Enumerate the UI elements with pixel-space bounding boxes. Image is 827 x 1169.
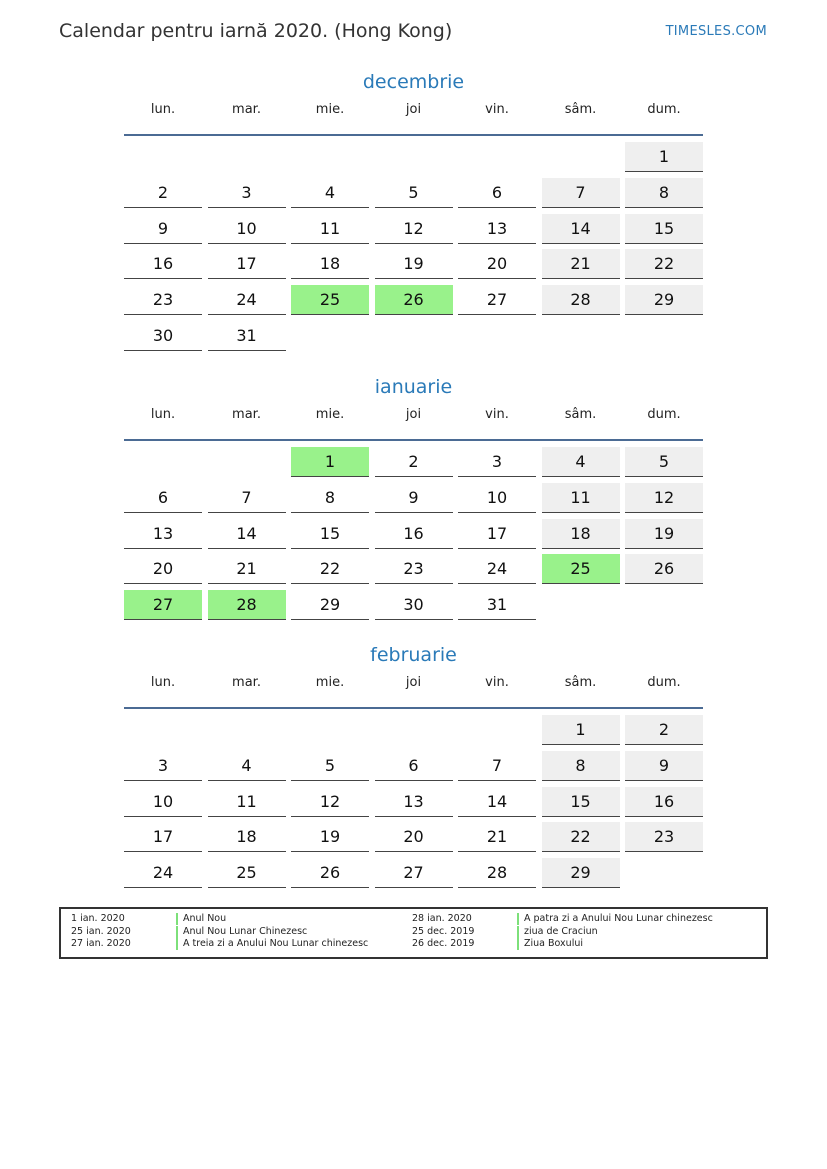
day-cell[interactable]: 17 (208, 249, 286, 279)
day-cell[interactable]: 20 (458, 249, 536, 279)
month-title: ianuarie (374, 376, 453, 398)
day-cell[interactable]: 1 (291, 447, 369, 477)
day-cell[interactable]: 31 (458, 590, 536, 620)
day-cell[interactable]: 11 (291, 214, 369, 244)
day-cell[interactable]: 23 (625, 822, 703, 852)
day-cell[interactable]: 26 (291, 858, 369, 888)
day-cell[interactable]: 6 (124, 483, 202, 513)
day-cell[interactable]: 28 (542, 285, 620, 315)
day-cell[interactable]: 14 (458, 787, 536, 817)
day-cell[interactable]: 27 (375, 858, 453, 888)
day-cell[interactable]: 9 (375, 483, 453, 513)
legend-holiday-name: Anul Nou Lunar Chinezesc (176, 926, 307, 938)
site-link[interactable]: TIMESLES.COM (665, 24, 767, 39)
weekday-label: mie. (315, 407, 345, 422)
legend-date: 25 ian. 2020 (71, 925, 131, 937)
day-cell[interactable]: 14 (542, 214, 620, 244)
day-cell[interactable]: 29 (542, 858, 620, 888)
day-cell[interactable]: 22 (542, 822, 620, 852)
day-cell[interactable]: 20 (375, 822, 453, 852)
day-cell[interactable]: 25 (542, 554, 620, 584)
day-cell[interactable]: 24 (208, 285, 286, 315)
day-cell[interactable]: 15 (291, 519, 369, 549)
day-cell[interactable]: 4 (208, 751, 286, 781)
day-cell[interactable]: 19 (625, 519, 703, 549)
weekday-label: sâm. (564, 675, 597, 690)
day-cell[interactable]: 5 (625, 447, 703, 477)
day-cell[interactable]: 23 (124, 285, 202, 315)
day-cell[interactable]: 11 (208, 787, 286, 817)
legend-date: 26 dec. 2019 (412, 938, 475, 949)
day-cell[interactable]: 4 (542, 447, 620, 477)
day-cell[interactable]: 22 (625, 249, 703, 279)
weekday-label: lun. (150, 102, 176, 117)
month-title: februarie (370, 644, 457, 666)
day-cell[interactable]: 15 (542, 787, 620, 817)
day-cell[interactable]: 1 (542, 715, 620, 745)
legend-date: 1 ian. 2020 (71, 913, 125, 924)
day-cell[interactable]: 11 (542, 483, 620, 513)
weekday-label: sâm. (564, 407, 597, 422)
day-cell[interactable]: 4 (291, 178, 369, 208)
day-cell[interactable]: 3 (458, 447, 536, 477)
day-cell[interactable]: 27 (458, 285, 536, 315)
weekday-label: lun. (150, 407, 176, 422)
weekday-label: mar. (232, 407, 261, 422)
month-january (124, 373, 703, 615)
legend-date: 25 dec. 2019 (412, 925, 475, 937)
day-cell[interactable]: 24 (458, 554, 536, 584)
weekday-header (124, 401, 703, 441)
weekday-label: mar. (232, 675, 261, 690)
day-cell[interactable]: 7 (458, 751, 536, 781)
day-cell[interactable]: 2 (375, 447, 453, 477)
weekday-label: vin. (485, 407, 509, 422)
day-cell[interactable]: 31 (208, 321, 286, 351)
day-cell[interactable]: 21 (458, 822, 536, 852)
day-cell[interactable]: 6 (458, 178, 536, 208)
holiday-legend (59, 907, 768, 959)
day-cell[interactable]: 7 (542, 178, 620, 208)
legend-date: 27 ian. 2020 (71, 938, 131, 949)
weekday-label: mie. (315, 102, 345, 117)
day-cell[interactable]: 30 (375, 590, 453, 620)
weekday-label: mar. (232, 102, 261, 117)
weekday-label: mie. (315, 675, 345, 690)
day-cell[interactable]: 10 (208, 214, 286, 244)
page-title: Calendar pentru iarnă 2020. (Hong Kong) (59, 20, 453, 42)
day-cell[interactable]: 21 (542, 249, 620, 279)
day-cell[interactable]: 16 (625, 787, 703, 817)
weekday-label: vin. (485, 102, 509, 117)
month-december (124, 68, 703, 345)
day-cell[interactable]: 2 (625, 715, 703, 745)
day-cell[interactable]: 9 (124, 214, 202, 244)
day-cell[interactable]: 2 (124, 178, 202, 208)
day-cell[interactable]: 17 (124, 822, 202, 852)
day-cell[interactable]: 29 (625, 285, 703, 315)
legend-date: 28 ian. 2020 (412, 913, 472, 924)
day-cell[interactable]: 5 (291, 751, 369, 781)
legend-holiday-name: Anul Nou (176, 913, 226, 925)
day-cell[interactable]: 12 (375, 214, 453, 244)
legend-holiday-name: A patra zi a Anului Nou Lunar chinezesc (517, 913, 713, 925)
day-cell[interactable]: 8 (625, 178, 703, 208)
weekday-label: sâm. (564, 102, 597, 117)
day-cell[interactable]: 22 (291, 554, 369, 584)
day-cell[interactable]: 28 (458, 858, 536, 888)
day-cell[interactable]: 1 (625, 142, 703, 172)
weekday-header (124, 669, 703, 709)
day-cell[interactable]: 13 (375, 787, 453, 817)
day-cell[interactable]: 17 (458, 519, 536, 549)
weekday-label: vin. (485, 675, 509, 690)
day-cell[interactable]: 16 (375, 519, 453, 549)
day-cell[interactable]: 19 (291, 822, 369, 852)
weekday-label: dum. (647, 675, 681, 690)
day-cell[interactable]: 16 (124, 249, 202, 279)
day-cell[interactable]: 10 (458, 483, 536, 513)
day-cell[interactable]: 18 (542, 519, 620, 549)
day-cell[interactable]: 24 (124, 858, 202, 888)
day-cell[interactable]: 15 (625, 214, 703, 244)
day-cell[interactable]: 25 (291, 285, 369, 315)
legend-holiday-name: A treia zi a Anului Nou Lunar chinezesc (176, 938, 368, 950)
day-cell[interactable]: 21 (208, 554, 286, 584)
legend-holiday-name: Ziua Boxului (517, 938, 583, 950)
day-cell[interactable]: 29 (291, 590, 369, 620)
day-cell[interactable]: 20 (124, 554, 202, 584)
weekday-label: joi (405, 102, 422, 117)
weekday-label: joi (405, 407, 422, 422)
day-cell[interactable]: 3 (124, 751, 202, 781)
day-cell[interactable]: 18 (208, 822, 286, 852)
day-cell[interactable]: 13 (458, 214, 536, 244)
legend-holiday-name: ziua de Craciun (517, 926, 598, 938)
day-cell[interactable]: 26 (375, 285, 453, 315)
day-cell[interactable]: 23 (375, 554, 453, 584)
day-cell[interactable]: 6 (375, 751, 453, 781)
day-cell[interactable]: 28 (208, 590, 286, 620)
weekday-label: joi (405, 675, 422, 690)
day-cell[interactable]: 8 (291, 483, 369, 513)
day-cell[interactable]: 19 (375, 249, 453, 279)
weekday-label: dum. (647, 407, 681, 422)
day-cell[interactable]: 26 (625, 554, 703, 584)
weekday-label: dum. (647, 102, 681, 117)
weekday-header (124, 96, 703, 136)
day-cell[interactable]: 18 (291, 249, 369, 279)
month-february (124, 641, 703, 883)
day-cell[interactable]: 10 (124, 787, 202, 817)
day-cell[interactable]: 25 (208, 858, 286, 888)
day-cell[interactable]: 14 (208, 519, 286, 549)
month-title: decembrie (362, 71, 465, 93)
day-cell[interactable]: 27 (124, 590, 202, 620)
day-cell[interactable]: 13 (124, 519, 202, 549)
day-cell[interactable]: 9 (625, 751, 703, 781)
day-cell[interactable]: 8 (542, 751, 620, 781)
day-cell[interactable]: 5 (375, 178, 453, 208)
day-cell[interactable]: 12 (625, 483, 703, 513)
day-cell[interactable]: 30 (124, 321, 202, 351)
day-cell[interactable]: 3 (208, 178, 286, 208)
day-cell[interactable]: 12 (291, 787, 369, 817)
weekday-label: lun. (150, 675, 176, 690)
day-cell[interactable]: 7 (208, 483, 286, 513)
